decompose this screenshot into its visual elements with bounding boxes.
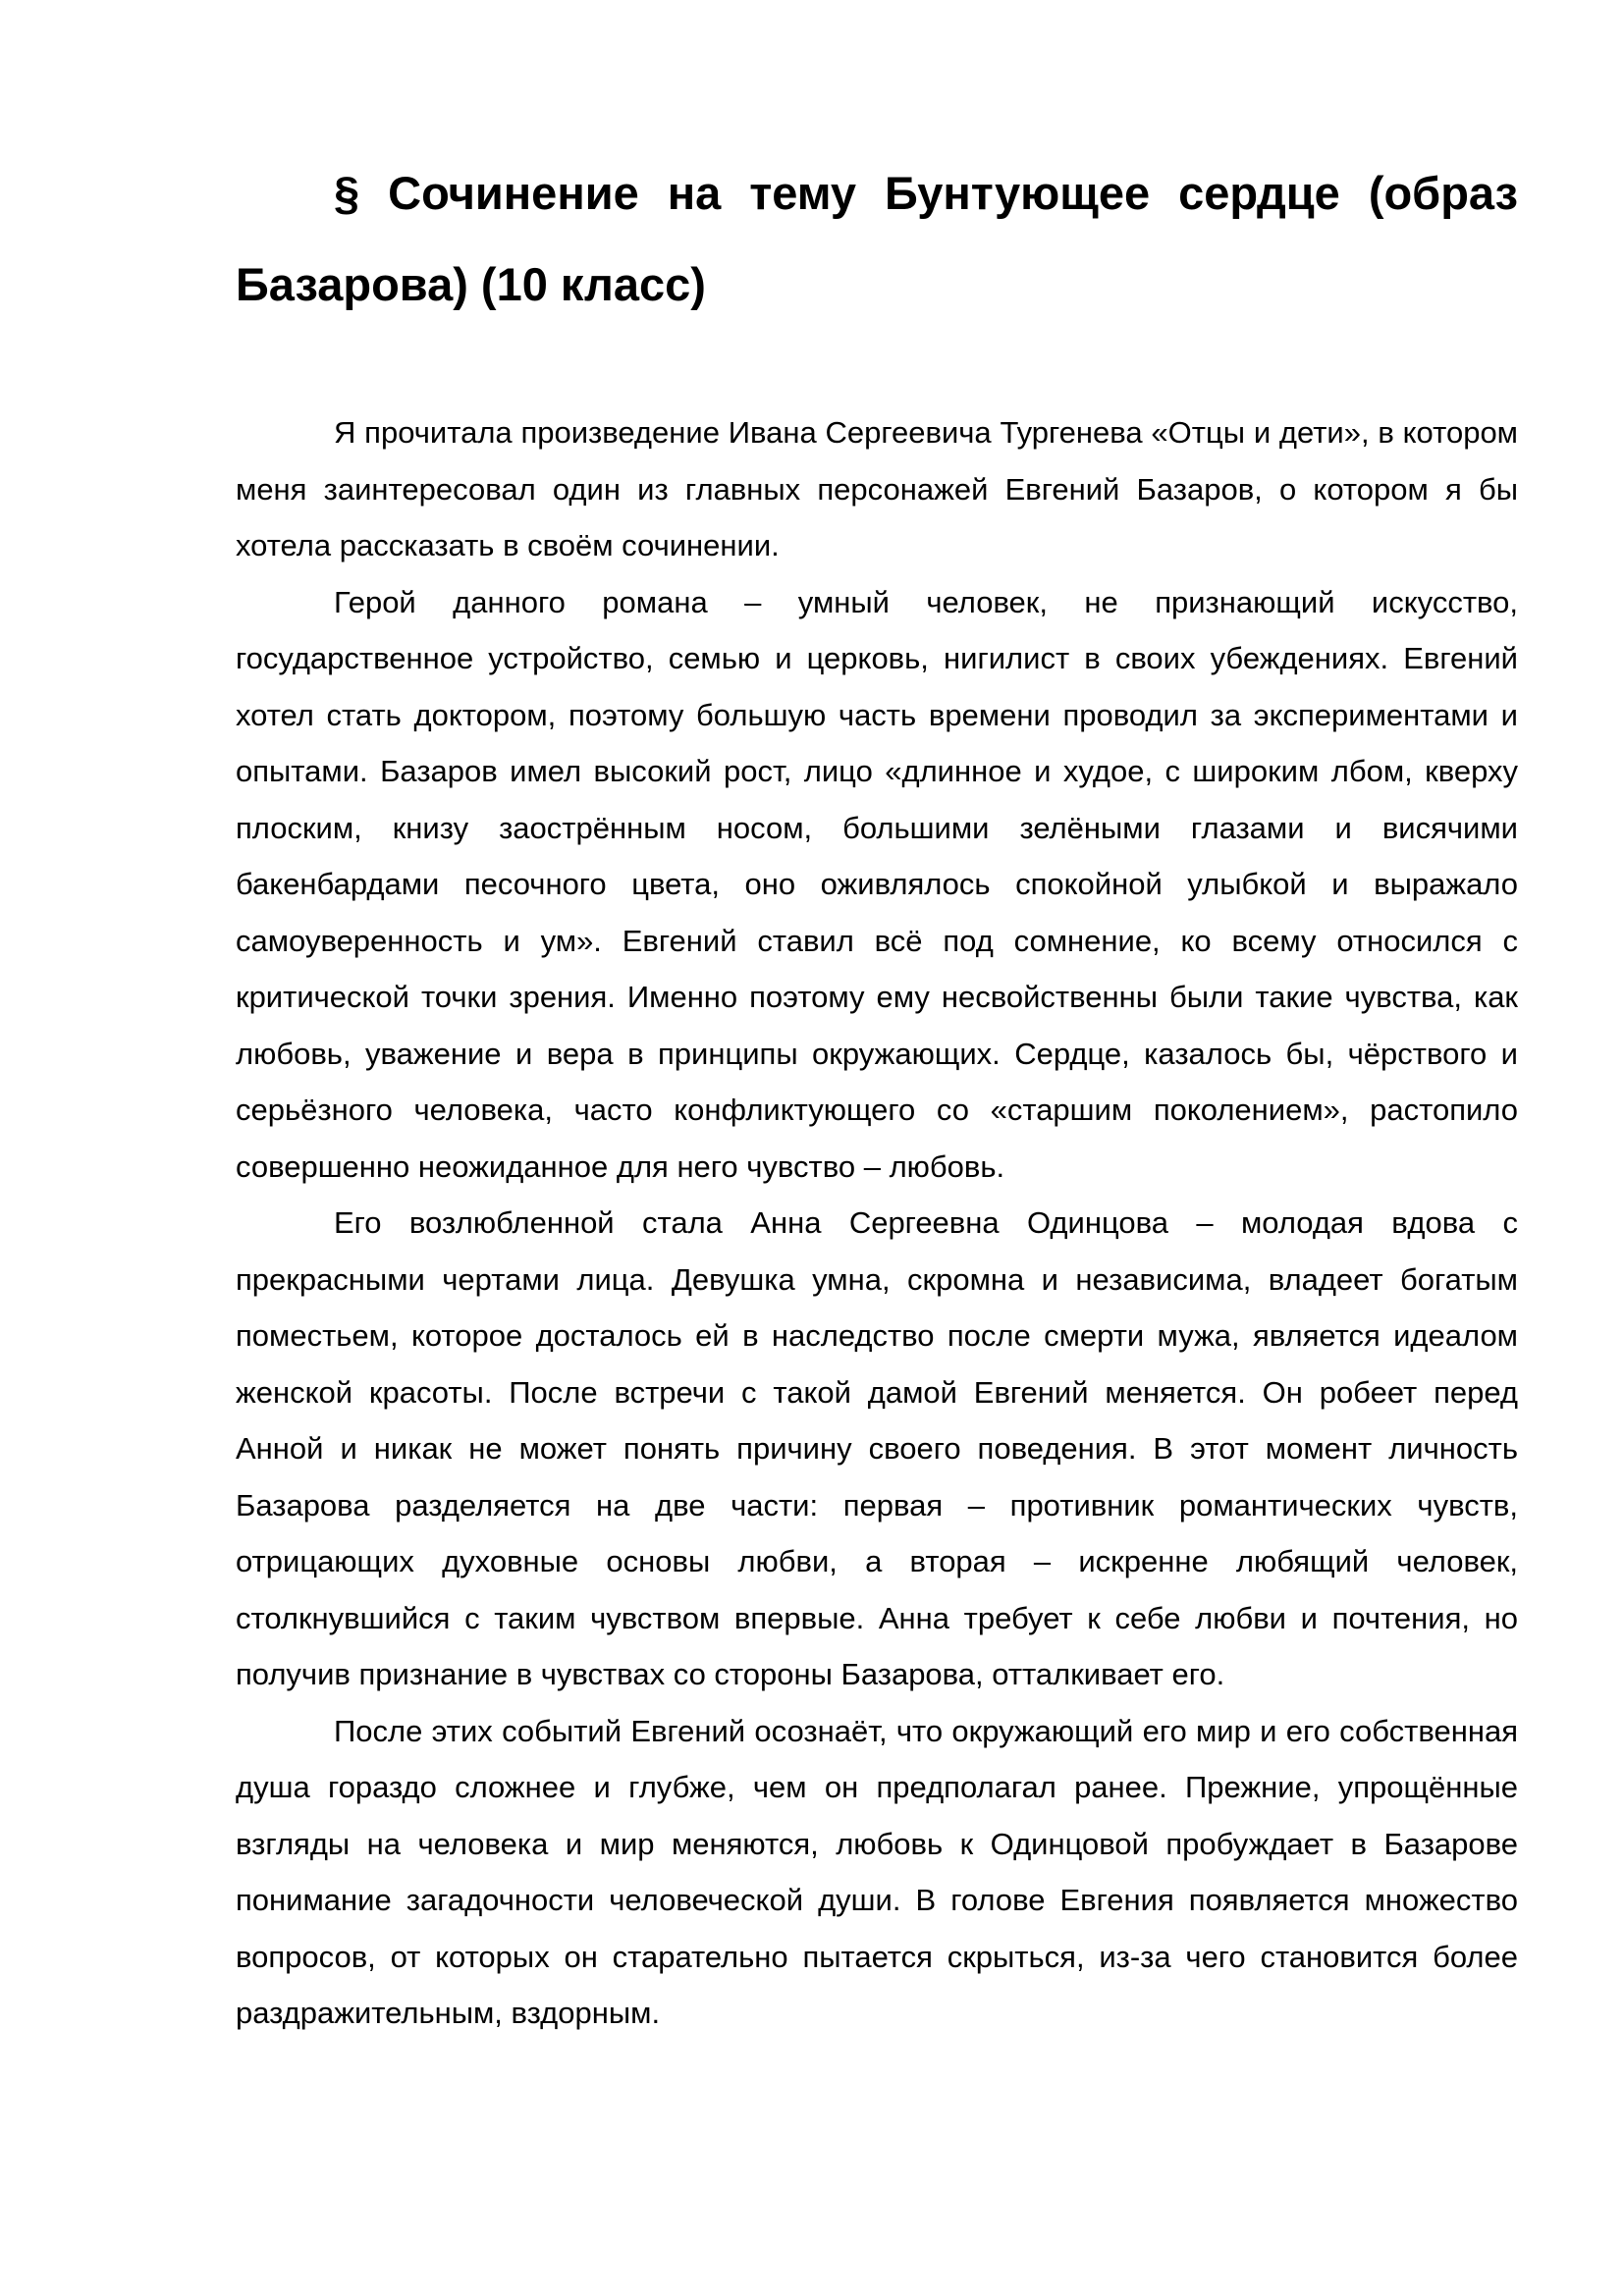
document-page <box>236 147 1518 2042</box>
essay-paragraph: Герой данного романа – умный человек, не признающий искусство, государственное устройство, семью и церковь, нигилист в своих убеждениях. Евгений хотел стать доктором, поэтому большую часть времени проводил за экспериментами и опытами. Базаров имел высокий рост, лицо «длинное и худое, с широким лбом, кверху плоским, книзу заострённым носом, большими зелёными глазами и висячими бакенбардами песочного цвета, оно оживлялось спокойной улыбкой и выражало самоуверенность и ум». Евгений ставил всё под сомнение, ко всему относился с критической точки зрения. Именно поэтому ему несвойственны были такие чувства, как любовь, уважение и вера в принципы окружающих. Сердце, казалось бы, чёрствого и серьёзного человека, часто конфликтующего со «старшим поколением», растопило совершенно неожиданное для него чувство – любовь. <box>236 584 1518 1184</box>
essay-paragraph: Его возлюбленной стала Анна Сергеевна Одинцова – молодая вдова с прекрасными чертами лица. Девушка умна, скромна и независима, владеет богатым поместьем, которое досталось ей в наследство после смерти мужа, является идеалом женской красоты. После встречи с такой дамой Евгений меняется. Он робеет перед Анной и никак не может понять причину своего поведения. В этот момент личность Базарова разделяется на две части: первая – противник романтических чувств, отрицающих духовные основы любви, а вторая – искренне любящий человек, столкнувшийся с таким чувством впервые. Анна требует к себе любви и почтения, но получив признание в чувствах со стороны Базарова, отталкивает его. <box>236 1205 1518 1691</box>
essay-paragraph: Я прочитала произведение Ивана Сергеевича Тургенева «Отцы и дети», в котором меня заинтересовал один из главных персонажей Евгений Базаров, о котором я бы хотела рассказать в своём сочинении. <box>236 415 1518 562</box>
document-title: § Сочинение на тему Бунтующее сердце (образ Базарова) (10 класс) <box>236 167 1518 310</box>
essay-body <box>236 404 1518 2042</box>
essay-paragraph: После этих событий Евгений осознаёт, что окружающий его мир и его собственная душа гораздо сложнее и глубже, чем он предполагал ранее. Прежние, упрощённые взгляды на человека и мир меняются, любовь к Одинцовой пробуждает в Базарове понимание загадочности человеческой души. В голове Евгения появляется множество вопросов, от которых он старательно пытается скрыться, из-за чего становится более раздражительным, вздорным. <box>236 1713 1518 2030</box>
